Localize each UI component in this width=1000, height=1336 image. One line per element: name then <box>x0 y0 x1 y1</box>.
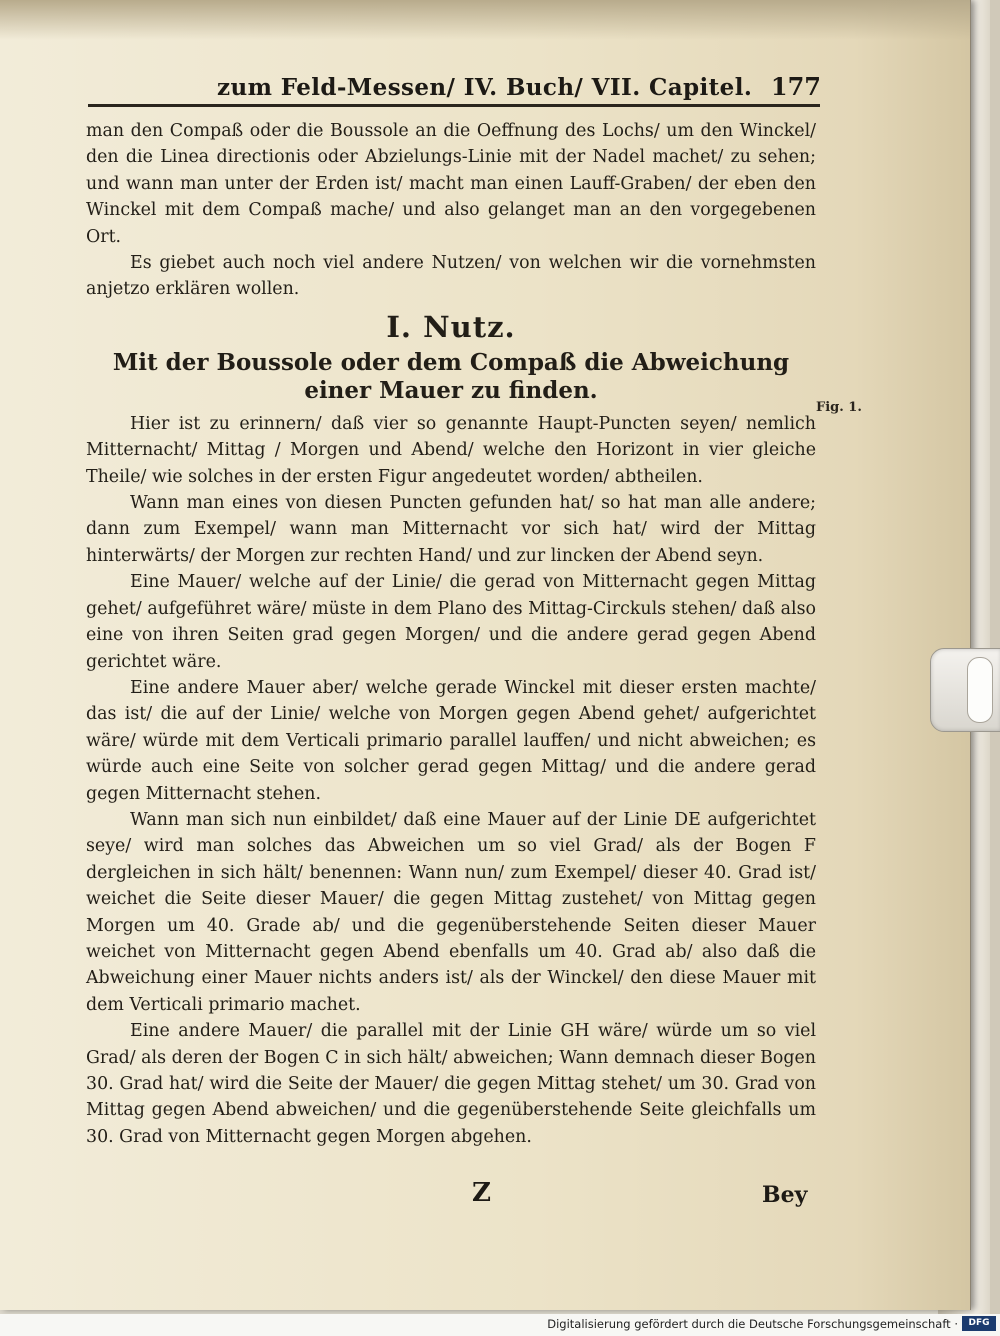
paragraph-5: Eine Mauer/ welche auf der Linie/ die gerad von Mitternacht gegen Mittag gehet/ aufgeführet wäre/ müste in dem Plano des Mittag-Circkuls stehen/ daß also eine von ihren Seiten grad gegen Morgen/ und die andere gerad gegen Abend gerichtet wäre. <box>86 572 816 672</box>
paragraph-7: Wann man sich nun einbildet/ daß eine Mauer auf der Linie DE aufgerichtet seye/ wird man solches das Abweichen um so viel Grad/ als der Bogen F dergleichen in sich hält/ benennen: Wann nun/ zum Exempel/ dieser 40. Grad ist/ weichet die Seite dieser Mauer/ die gegen Mittag zustehet/ von Mittag gegen Morgen um 40. Grade ab/ und die gegenüberstehende Seiten dieser Mauer weichet von Mitternacht gegen Abend ebenfalls um 40. Grad ab/ also daß die Abweichung einer Mauer nichts anders ist/ als der Winckel/ den diese Mauer mit dem Verticali primario machet. <box>86 809 816 1015</box>
digitization-credit: Digitalisierung gefördert durch die Deutsche Forschungsgemeinschaft · <box>547 1317 958 1331</box>
digitization-footer <box>0 1314 1000 1336</box>
paragraph-6: Eine andere Mauer aber/ welche gerade Winckel mit dieser ersten machte/ das ist/ die auf der Linie/ welche von Morgen gegen Abend gehet/ aufgerichtet wäre/ würde mit dem Verticali primario parallel lauffen/ und nicht abweichen; es würde auch eine Seite von solcher gerad gegen Mittag/ und die andere gerad gegen Mitternacht stehen. <box>86 677 816 804</box>
paragraph-4: Wann man eines von diesen Puncten gefunden hat/ so hat man alle andere; dann zum Exempel/ wann man Mitternacht vor sich hat/ wird der Mittag hinterwärts/ der Morgen zur rechten Hand/ und zur lincken der Abend seyn. <box>86 493 816 566</box>
paragraph-8: Eine andere Mauer/ die parallel mit der Linie GH wäre/ würde um so viel Grad/ als deren der Bogen C in sich hält/ abweichen; Wann demnach dieser Bogen 30. Grad hat/ wird die Seite der Mauer/ die gegen Mittag stehet/ um 30. Grad von Mittag gegen Abend abweichen/ und die gegenüberstehende Seite gleichfalls um 30. Grad von Mitternacht gegen Morgen abgehen. <box>86 1021 816 1147</box>
dfg-logo: DFG <box>962 1316 996 1331</box>
paragraph-3: Hier ist zu erinnern/ daß vier so genannte Haupt-Puncten seyen/ nemlich Mitternacht/ Mittag / Morgen und Abend/ welche den Horizont in vier gleiche Theile/ wie solches in der ersten Figur angedeutet worden/ abtheilen. <box>86 413 816 487</box>
page-number: 177 <box>770 72 821 101</box>
header-rule <box>88 104 820 107</box>
page-top-shadow <box>0 0 970 40</box>
page-clip-tab <box>930 648 1000 732</box>
figure-reference-note: Fig. 1. <box>816 400 862 415</box>
section-heading: I. Nutz. <box>386 309 516 344</box>
clip-slot <box>967 657 993 723</box>
signature-mark: Z <box>472 1178 491 1208</box>
paragraph-2: Es giebet auch noch viel andere Nutzen/ von welchen wir die vornehmsten anjetzo erklären wollen. <box>86 253 816 300</box>
catchword: Bey <box>762 1182 808 1208</box>
paragraph-1: man den Compaß oder die Boussole an die Oeffnung des Lochs/ um den Winckel/ den die Linea directionis oder Abzielungs-Linie mit der Nadel machet/ zu sehen; und wann man unter der Erden ist/ macht man einen Lauff-Graben/ der eben den Winckel mit dem Compaß mache/ und also gelanget man an den vorgegebenen Ort. <box>86 121 816 247</box>
section-subtitle: Mit der Boussole oder dem Compaß die Abweichung einer Mauer zu finden. <box>112 348 790 404</box>
running-title: zum Feld-Messen/ IV. Buch/ VII. Capitel. <box>217 74 753 101</box>
page-body <box>86 118 816 1150</box>
